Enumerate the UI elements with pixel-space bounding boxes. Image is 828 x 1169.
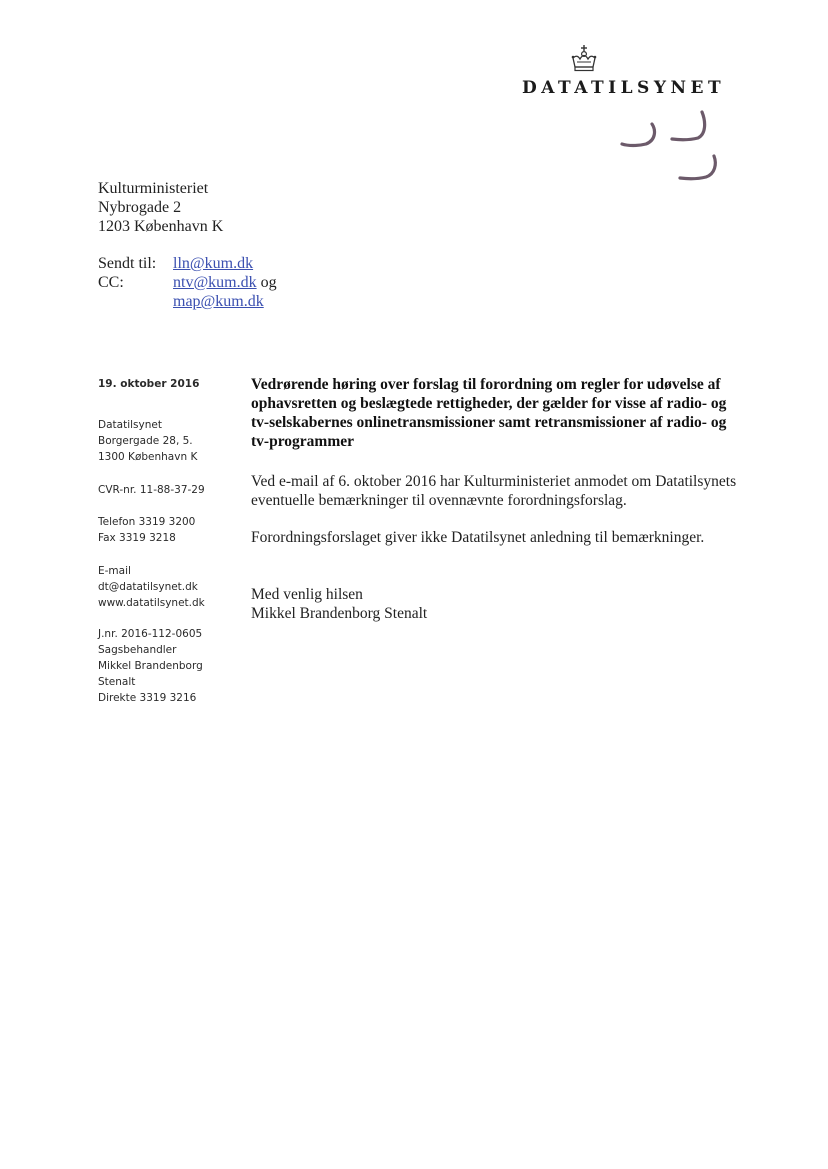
sender-name: Datatilsynet xyxy=(98,419,162,431)
cc-email-link-2[interactable]: map@kum.dk xyxy=(173,293,264,310)
paragraph-request xyxy=(251,472,736,510)
case-number: J.nr. 2016-112-0605 xyxy=(98,628,203,640)
phone-block xyxy=(98,514,195,546)
handwritten-mark-icon xyxy=(616,106,728,186)
recipient-city: 1203 København K xyxy=(98,218,224,235)
closing-greeting: Med venlig hilsen xyxy=(251,586,363,603)
website: www.datatilsynet.dk xyxy=(98,597,205,609)
subject-line: tv-programmer xyxy=(251,433,355,450)
cvr-number: CVR-nr. 11-88-37-29 xyxy=(98,484,205,496)
cc-label: CC: xyxy=(98,274,124,291)
fax: Fax 3319 3218 xyxy=(98,532,176,544)
sent-to-email-link[interactable]: lln@kum.dk xyxy=(173,255,254,272)
send-to-block xyxy=(98,254,277,311)
letter-date: 19. oktober 2016 xyxy=(98,378,200,390)
cc-email-link-1[interactable]: ntv@kum.dk xyxy=(173,274,257,291)
direct-phone: Direkte 3319 3216 xyxy=(98,692,197,704)
subject-line: tv-selskabernes onlinetransmissioner samt retransmissioner af radio- og xyxy=(251,414,727,431)
contact-block xyxy=(98,563,205,611)
case-handler-label: Sagsbehandler xyxy=(98,644,177,656)
subject-line: Vedrørende høring over forslag til forordning om regler for udøvelse af xyxy=(251,376,721,393)
paragraph-line: Ved e-mail af 6. oktober 2016 har Kulturministeriet anmodet om Datatilsynets xyxy=(251,473,737,490)
subject-line: ophavsretten og beslægtede rettigheder, der gælder for visse af radio- og xyxy=(251,395,727,412)
email-address: dt@datatilsynet.dk xyxy=(98,581,198,593)
recipient-street: Nybrogade 2 xyxy=(98,199,182,216)
case-block xyxy=(98,626,203,706)
logo-wordmark: DATATILSYNET xyxy=(522,78,726,98)
telephone: Telefon 3319 3200 xyxy=(98,516,196,528)
cc-joiner: og xyxy=(260,274,277,291)
case-handler-name-2: Stenalt xyxy=(98,676,136,688)
recipient-address xyxy=(98,179,223,236)
crown-icon xyxy=(570,44,598,74)
letter-subject xyxy=(251,375,751,451)
sender-city: 1300 København K xyxy=(98,451,198,463)
paragraph-response xyxy=(251,528,704,547)
paragraph-line: Forordningsforslaget giver ikke Datatilsynet anledning til bemærkninger. xyxy=(251,529,705,546)
sent-to-label: Sendt til: xyxy=(98,255,157,272)
paragraph-line: eventuelle bemærkninger til ovennævnte forordningsforslag. xyxy=(251,492,627,509)
sender-address xyxy=(98,417,197,465)
email-label: E-mail xyxy=(98,565,131,577)
recipient-name: Kulturministeriet xyxy=(98,180,209,197)
closing-block xyxy=(251,585,427,623)
case-handler-name-1: Mikkel Brandenborg xyxy=(98,660,203,672)
signature-name: Mikkel Brandenborg Stenalt xyxy=(251,605,428,622)
sender-street: Borgergade 28, 5. xyxy=(98,435,193,447)
